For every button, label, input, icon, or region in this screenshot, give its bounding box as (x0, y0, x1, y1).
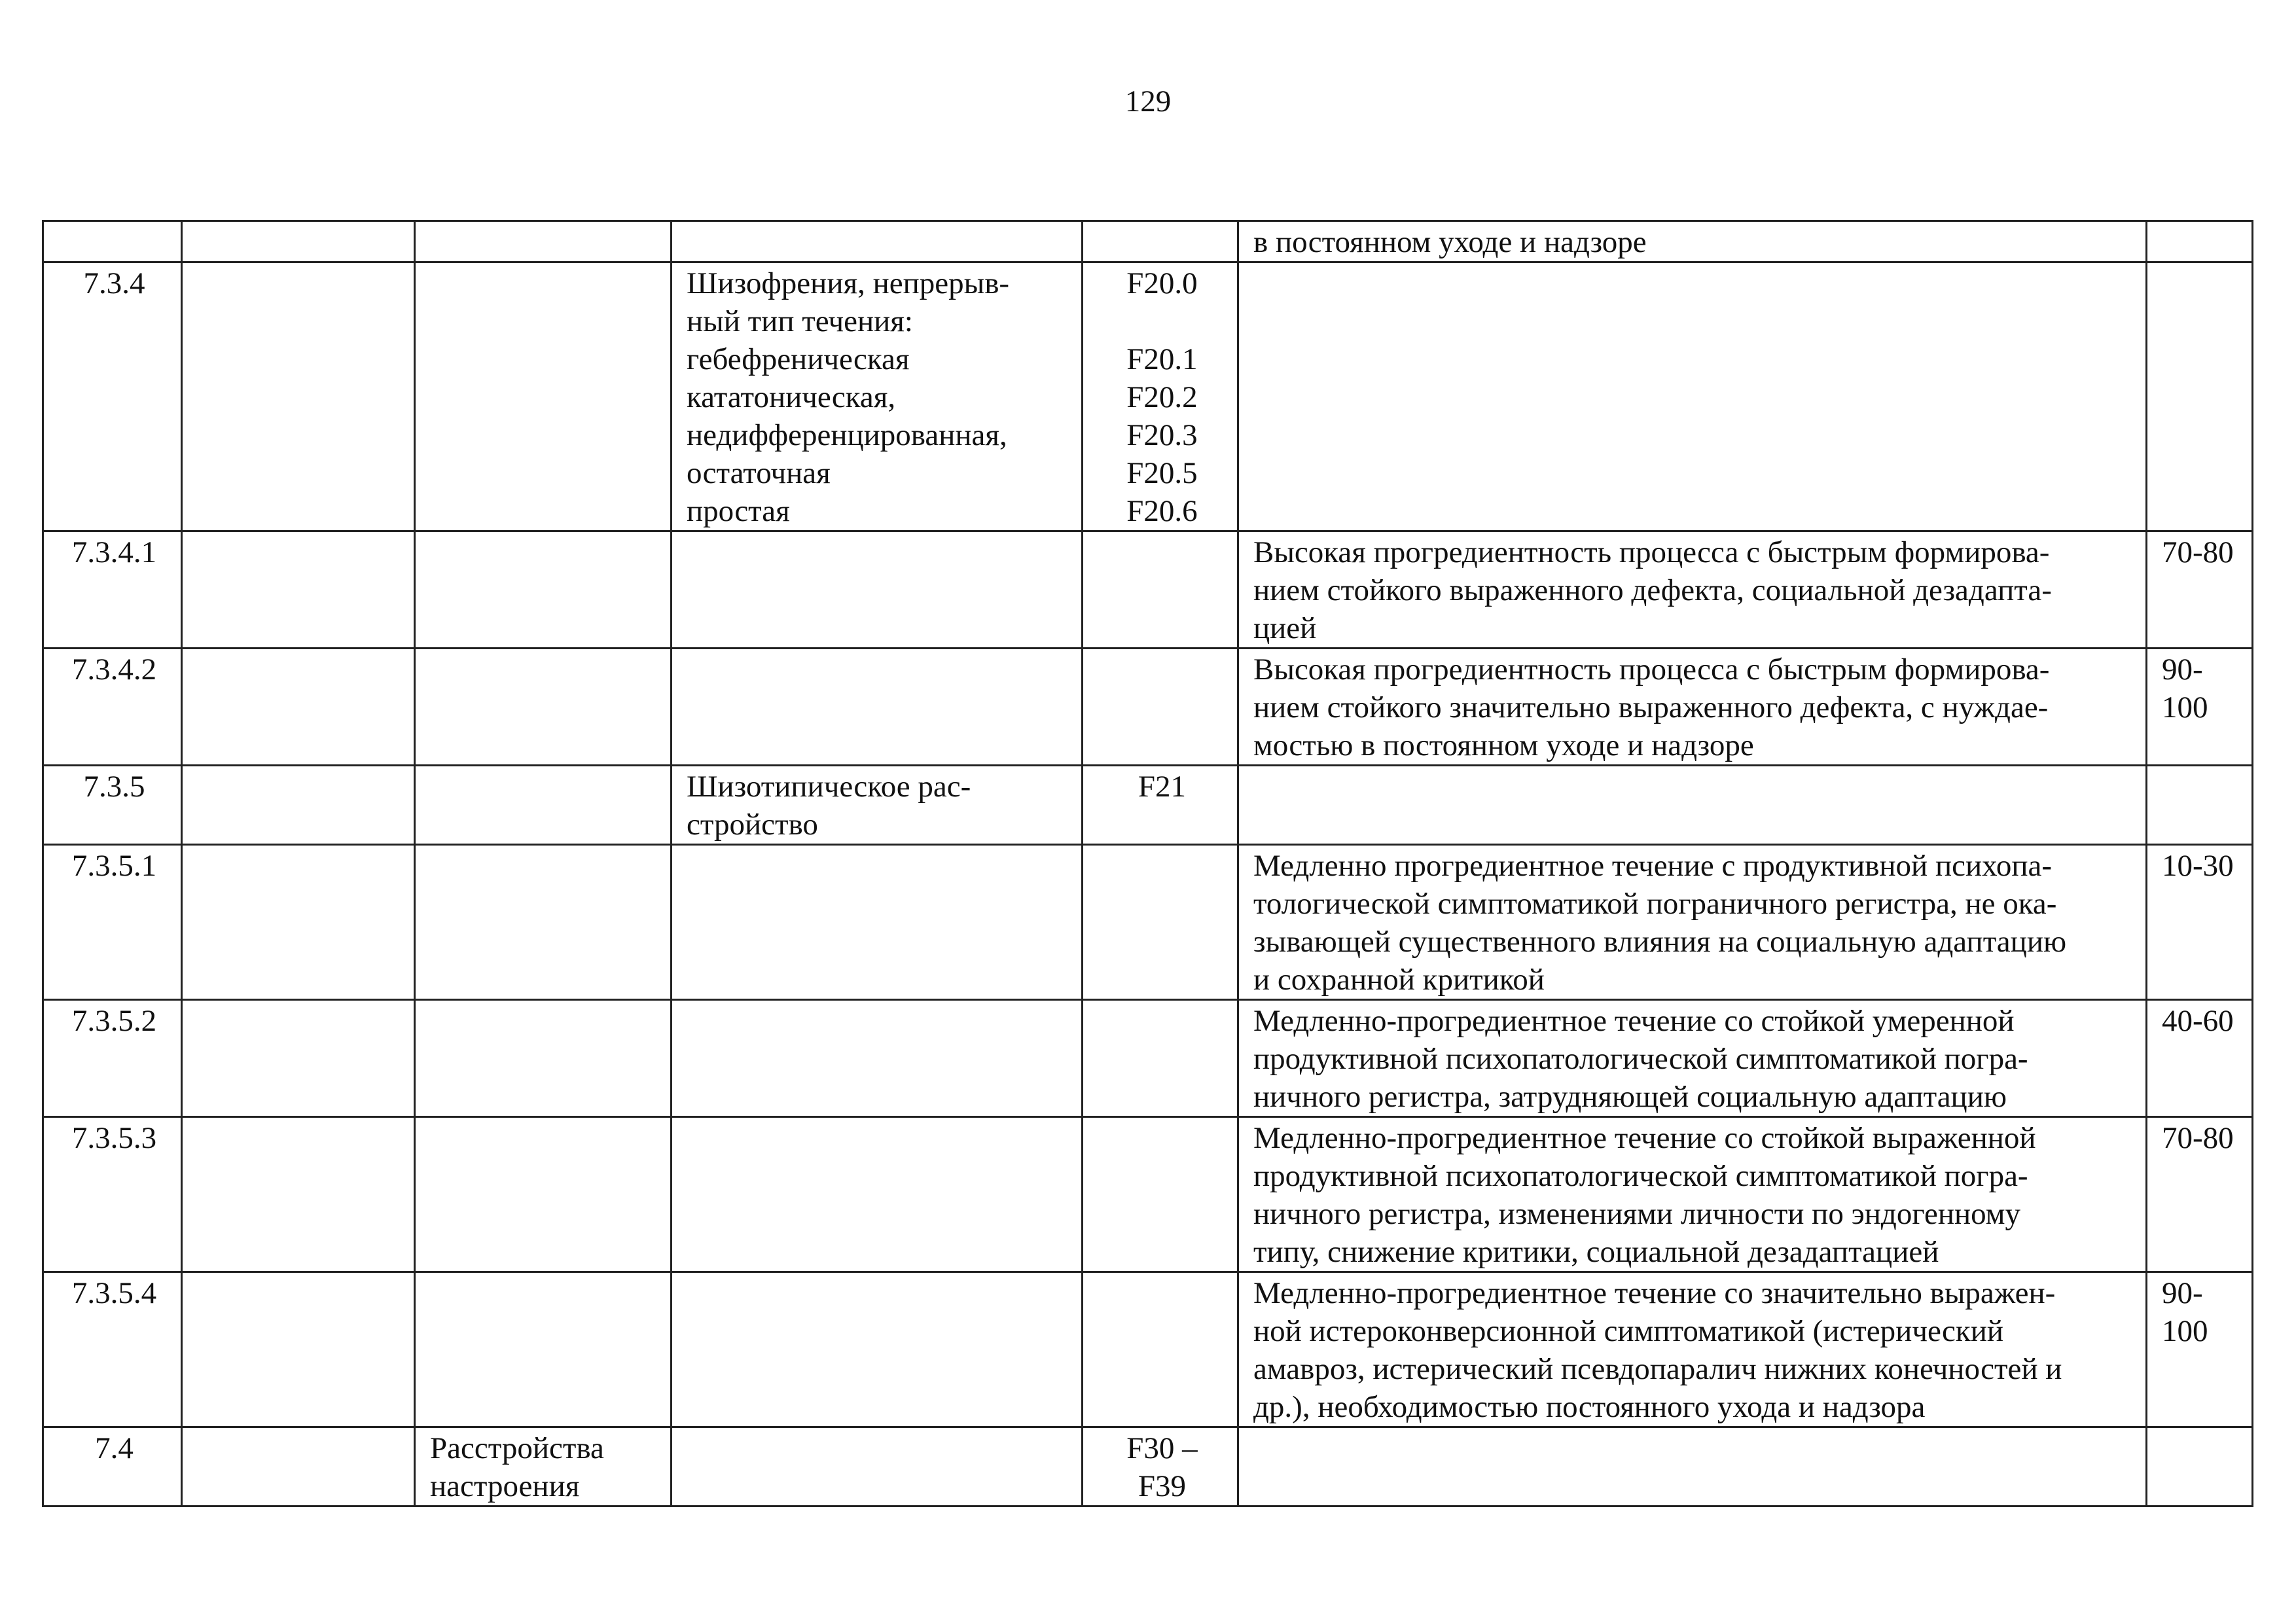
criterion-line: ной истероконверсионной симптоматикой (истерический (1253, 1314, 2003, 1348)
cell-id: 7.3.5.2 (43, 1000, 182, 1117)
cell-category (415, 221, 672, 262)
cell-category (415, 1117, 672, 1272)
cell-criterion (1238, 766, 2147, 845)
cell-id: 7.3.5 (43, 766, 182, 845)
criterion-line: др.), необходимостью постоянного ухода и надзора (1253, 1390, 1926, 1424)
cell-id: 7.3.5.4 (43, 1272, 182, 1427)
cell-empty (182, 262, 415, 531)
cell-diagnosis (672, 531, 1083, 649)
table-row (43, 766, 2253, 845)
criterion-line: ничного регистра, изменениями личности по эндогенному (1253, 1197, 2020, 1231)
grade-line: 70-80 (2162, 1121, 2234, 1155)
diagnosis-line: Шизофрения, непрерыв- (687, 266, 1010, 300)
cell-id: 7.3.4 (43, 262, 182, 531)
grade-line: 100 (2162, 1314, 2208, 1348)
cell-criterion (1238, 1272, 2147, 1427)
criterion-line: нием стойкого значительно выраженного дефекта, с нуждае- (1253, 690, 2049, 724)
cell-category (415, 845, 672, 1000)
cell-empty (182, 1117, 415, 1272)
criterion-line: и сохранной критикой (1253, 963, 1545, 997)
cell-empty (182, 845, 415, 1000)
cell-category (415, 1427, 672, 1507)
code-line: F30 – (1126, 1431, 1198, 1465)
cell-id (43, 221, 182, 262)
code-line: F20.0 (1126, 266, 1198, 300)
criterion-line: Высокая прогредиентность процесса с быстрым формирова- (1253, 652, 2050, 687)
cell-code (1083, 845, 1238, 1000)
diagnosis-line: недифференцированная, (687, 418, 1007, 452)
cell-code (1083, 1117, 1238, 1272)
cell-grade (2147, 1272, 2253, 1427)
table-row (43, 1000, 2253, 1117)
code-line: F20.3 (1126, 418, 1198, 452)
cell-diagnosis (672, 766, 1083, 845)
cell-diagnosis (672, 845, 1083, 1000)
code-line: F21 (1138, 770, 1187, 804)
criterion-line: Высокая прогредиентность процесса с быстрым формирова- (1253, 535, 2050, 569)
cell-criterion (1238, 649, 2147, 766)
diagnosis-line: Шизотипическое рас- (687, 770, 971, 804)
cell-criterion (1238, 1000, 2147, 1117)
grade-line: 70-80 (2162, 535, 2234, 569)
cell-criterion (1238, 221, 2147, 262)
diagnosis-line: остаточная (687, 456, 831, 490)
criterion-line: ничного регистра, затрудняющей социальную адаптацию (1253, 1080, 2007, 1114)
category-line: настроения (430, 1469, 580, 1503)
table-row (43, 1427, 2253, 1507)
cell-code (1083, 766, 1238, 845)
page-number: 129 (1124, 84, 1172, 118)
cell-code (1083, 531, 1238, 649)
cell-empty (182, 221, 415, 262)
criterion-line: Медленно-прогредиентное течение со значительно выражен- (1253, 1276, 2056, 1310)
diagnosis-line: гебефреническая (687, 342, 910, 376)
criterion-line: Медленно-прогредиентное течение со стойкой выраженной (1253, 1121, 2036, 1155)
table-row (43, 1272, 2253, 1427)
code-gap (1098, 302, 1227, 340)
cell-diagnosis (672, 221, 1083, 262)
cell-id: 7.3.4.1 (43, 531, 182, 649)
cell-code (1083, 1272, 1238, 1427)
cell-diagnosis (672, 1427, 1083, 1507)
disability-criteria-table (42, 220, 2253, 1507)
cell-grade (2147, 1117, 2253, 1272)
criterion-line: цией (1253, 611, 1317, 645)
cell-grade (2147, 531, 2253, 649)
grade-line: 40-60 (2162, 1004, 2234, 1038)
cell-diagnosis (672, 649, 1083, 766)
cell-code (1083, 1427, 1238, 1507)
grade-line: 10-30 (2162, 849, 2234, 883)
cell-diagnosis (672, 1000, 1083, 1117)
cell-grade (2147, 221, 2253, 262)
code-line: F20.2 (1126, 380, 1198, 414)
table-row (43, 221, 2253, 262)
cell-grade (2147, 1000, 2253, 1117)
cell-code (1083, 221, 1238, 262)
cell-category (415, 649, 672, 766)
code-line: F20.5 (1126, 456, 1198, 490)
cell-diagnosis (672, 1272, 1083, 1427)
cell-criterion (1238, 531, 2147, 649)
cell-diagnosis (672, 262, 1083, 531)
table-row (43, 649, 2253, 766)
table-row (43, 1117, 2253, 1272)
cell-empty (182, 1427, 415, 1507)
cell-grade (2147, 766, 2253, 845)
cell-diagnosis (672, 1117, 1083, 1272)
diagnosis-line: простая (687, 494, 790, 528)
criterion-line: продуктивной психопатологической симптоматикой погра- (1253, 1042, 2028, 1076)
criterion-line: в постоянном уходе и надзоре (1253, 225, 1647, 259)
cell-grade (2147, 845, 2253, 1000)
cell-code (1083, 649, 1238, 766)
table-row (43, 262, 2253, 531)
code-line: F20.6 (1126, 494, 1198, 528)
code-line: F39 (1138, 1469, 1187, 1503)
criterion-line: нием стойкого выраженного дефекта, социальной дезадапта- (1253, 573, 2052, 607)
cell-category (415, 1272, 672, 1427)
cell-empty (182, 531, 415, 649)
cell-id: 7.4 (43, 1427, 182, 1507)
cell-criterion (1238, 845, 2147, 1000)
cell-grade (2147, 262, 2253, 531)
diagnosis-line: ный тип течения: (687, 304, 913, 338)
diagnosis-line: стройство (687, 808, 818, 842)
cell-empty (182, 1000, 415, 1117)
criterion-line: Медленно-прогредиентное течение со стойкой умеренной (1253, 1004, 2015, 1038)
category-line: Расстройства (430, 1431, 604, 1465)
criterion-line: амавроз, истерический псевдопаралич нижних конечностей и (1253, 1352, 2062, 1386)
cell-empty (182, 1272, 415, 1427)
cell-id: 7.3.5.1 (43, 845, 182, 1000)
criterion-line: мостью в постоянном уходе и надзоре (1253, 728, 1754, 762)
criterion-line: тологической симптоматикой пограничного регистра, не ока- (1253, 887, 2057, 921)
cell-grade (2147, 1427, 2253, 1507)
cell-code (1083, 1000, 1238, 1117)
cell-empty (182, 766, 415, 845)
cell-grade (2147, 649, 2253, 766)
cell-category (415, 531, 672, 649)
table-row (43, 531, 2253, 649)
criterion-line: типу, снижение критики, социальной дезадаптацией (1253, 1235, 1939, 1269)
cell-id: 7.3.5.3 (43, 1117, 182, 1272)
grade-line: 90- (2162, 652, 2203, 687)
cell-code (1083, 262, 1238, 531)
cell-id: 7.3.4.2 (43, 649, 182, 766)
table-row (43, 845, 2253, 1000)
grade-line: 90- (2162, 1276, 2203, 1310)
diagnosis-line: кататоническая, (687, 380, 896, 414)
cell-category (415, 1000, 672, 1117)
code-line: F20.1 (1126, 342, 1198, 376)
cell-empty (182, 649, 415, 766)
cell-criterion (1238, 1117, 2147, 1272)
cell-category (415, 262, 672, 531)
criterion-line: продуктивной психопатологической симптоматикой погра- (1253, 1159, 2028, 1193)
criterion-line: Медленно прогредиентное течение с продуктивной психопа- (1253, 849, 2052, 883)
cell-criterion (1238, 262, 2147, 531)
grade-line: 100 (2162, 690, 2208, 724)
cell-criterion (1238, 1427, 2147, 1507)
cell-category (415, 766, 672, 845)
criterion-line: зывающей существенного влияния на социальную адаптацию (1253, 925, 2067, 959)
